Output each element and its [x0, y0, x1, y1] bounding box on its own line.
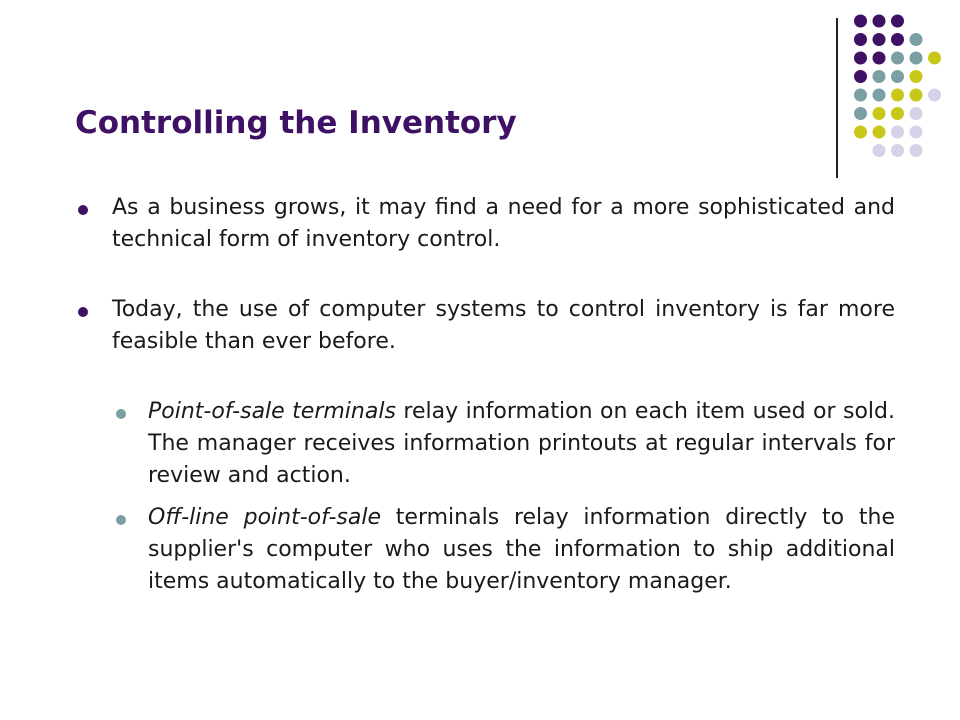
decorative-dot [891, 107, 904, 120]
decorative-dot [873, 89, 886, 102]
sub-bullet-item [75, 396, 895, 492]
bullet-item [75, 294, 895, 358]
decorative-dot [910, 70, 923, 83]
decorative-dot [891, 144, 904, 157]
decorative-dot [891, 52, 904, 65]
sub-bullet-emphasis: Point-of-sale terminals [148, 399, 396, 424]
decorative-dot [873, 70, 886, 83]
decorative-dot [854, 15, 867, 28]
decorative-dot [854, 126, 867, 139]
sub-bullet-text [148, 396, 895, 492]
decorative-dot [873, 126, 886, 139]
slide-title: Controlling the Inventory [75, 105, 517, 141]
bullet-text: Today, the use of computer systems to control inventory is far more feasible than ever before. [112, 297, 895, 354]
decorative-dot [854, 52, 867, 65]
bullet-dot-icon [78, 205, 88, 215]
decorative-dot [873, 107, 886, 120]
decorative-dot [854, 70, 867, 83]
decorative-dot-grid [0, 0, 960, 200]
decorative-dot [910, 144, 923, 157]
decorative-dot [910, 126, 923, 139]
sub-bullet-text [148, 502, 895, 598]
decorative-dot [891, 89, 904, 102]
sub-bullet-rest: terminals relay information directly to the supplier's computer who uses the information to ship additional items automatically to the buyer/inventory manager. [148, 505, 895, 594]
sub-bullet-item [75, 502, 895, 598]
decorative-dot [891, 15, 904, 28]
decorative-dot [873, 52, 886, 65]
sub-bullet-dot-icon [116, 515, 126, 525]
decorative-dot [873, 15, 886, 28]
bullet-dot-icon [78, 307, 88, 317]
decorative-dot [891, 70, 904, 83]
decorative-dot [928, 89, 941, 102]
decorative-dot [854, 33, 867, 46]
decorative-dot [910, 107, 923, 120]
decorative-dot [891, 33, 904, 46]
decorative-dot [891, 126, 904, 139]
sub-bullet-emphasis: Off-line point-of-sale [148, 505, 382, 530]
decorative-dot [928, 52, 941, 65]
decorative-dot [910, 89, 923, 102]
sub-bullet-rest: relay information on each item used or sold. The manager receives information printouts at regular intervals for review and action. [148, 399, 895, 488]
bullet-item [75, 192, 895, 256]
decorative-dot [873, 33, 886, 46]
vertical-divider [836, 18, 838, 178]
bullet-text: As a business grows, it may find a need for a more sophisticated and technical form of inventory control. [112, 195, 895, 252]
decorative-dot [910, 33, 923, 46]
bullet-list [75, 192, 895, 598]
sub-bullet-dot-icon [116, 409, 126, 419]
decorative-dot [854, 89, 867, 102]
decorative-dot [910, 52, 923, 65]
decorative-dot [873, 144, 886, 157]
decorative-dot [854, 107, 867, 120]
